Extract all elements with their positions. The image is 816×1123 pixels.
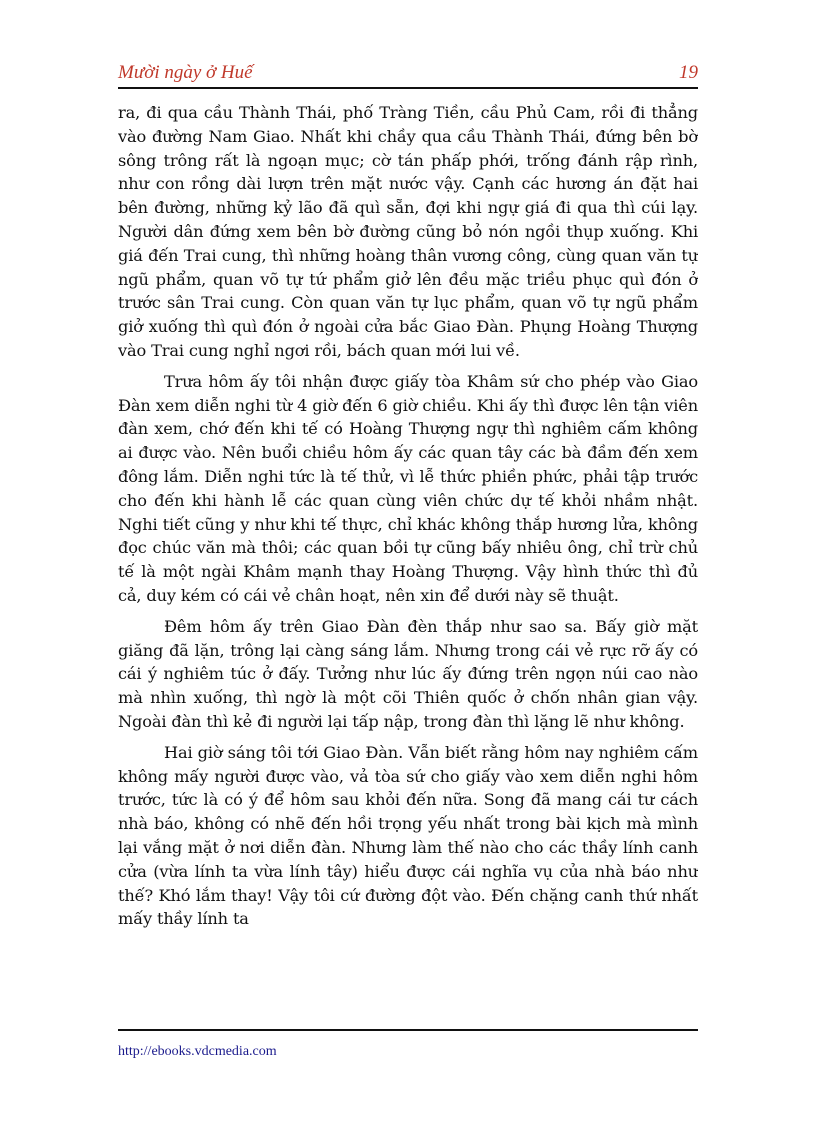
footer-link[interactable]: http://ebooks.vdcmedia.com [118,1044,277,1059]
paragraph-3: Đêm hôm ấy trên Giao Đàn đèn thắp như sao sa. Bấy giờ mặt giăng đã lặn, trông lại càng sáng lắm. Nhưng trong cái vẻ rực rỡ ấy có cái ý nghiêm túc ở đấy. Tưởng như lúc ấy đứng trên ngọn núi cao nào mà nhìn xuống, thì ngờ là một cõi Thiên quốc ở chốn nhân gian vậy. Ngoài đàn thì kẻ đi người lại tấp nập, trong đàn thì lặng lẽ như không. [118,616,698,731]
page-number: 19 [679,62,698,83]
book-title: Mười ngày ở Huế [118,62,253,83]
page-header [118,60,698,86]
page-body [118,101,698,1023]
paragraph-1: ra, đi qua cầu Thành Thái, phố Tràng Tiền, cầu Phủ Cam, rồi đi thẳng vào đường Nam Giao. Nhất khi chầy qua cầu Thành Thái, đứng bên bờ sông trông rất là ngoạn mục; cờ tán phấp phới, trống đánh rập rình, như con rồng dài lượn trên mặt nước vậy. Cạnh các hương án đặt hai bên đường, những kỷ lão đã quì sẵn, đợi khi ngự giá đi qua thì cúi lạy. Người dân đứng xem bên bờ đường cũng bỏ nón ngồi thụp xuống. Khi giá đến Trai cung, thì những hoàng thân vương công, cùng quan văn tự ngũ phẩm, quan võ tự tứ phẩm giở lên đều mặc triều phục quì đón ở trước sân Trai cung. Còn quan văn tự lục phẩm, quan võ tự ngũ phẩm giở xuống thì quì đón ở ngoài cửa bắc Giao Đàn. Phụng Hoàng Thượng vào Trai cung nghỉ ngơi rồi, bách quan mới lui về. [118,103,698,360]
paragraph-2: Trưa hôm ấy tôi nhận được giấy tòa Khâm sứ cho phép vào Giao Đàn xem diễn nghi từ 4 giờ đến 6 giờ chiều. Khi ấy thì được lên tận viên đàn xem, chớ đến khi tế có Hoàng Thượng ngự thì nghiêm cấm không ai được vào. Nên buổi chiều hôm ấy các quan tây các bà đầm đến xem đông lắm. Diễn nghi tức là tế thử, vì lễ thức phiền phức, phải tập trước cho đến khi hành lễ các quan cùng viên chức dự tế khỏi nhầm nhật. Nghi tiết cũng y như khi tế thực, chỉ khác không thắp hương lửa, không đọc chúc văn mà thôi; các quan bồi tự cũng bấy nhiêu ông, chỉ trừ chủ tế là một ngài Khâm mạnh thay Hoàng Thượng. Vậy hình thức thì đủ cả, duy kém có cái vẻ chân hoạt, nên xin để dưới này sẽ thuật. [118,371,698,605]
footer-divider [118,1029,698,1031]
header-divider [118,87,698,89]
paragraph-4: Hai giờ sáng tôi tới Giao Đàn. Vẫn biết rằng hôm nay nghiêm cấm không mấy người được vào, vả tòa sứ cho giấy vào xem diễn nghi hôm trước, tức là có ý để hôm sau khỏi đến nữa. Song đã mang cái tư cách nhà báo, không có nhẽ đến hồi trọng yếu nhất trong bài kịch mà mình lại vắng mặt ở nơi diễn đàn. Nhưng làm thế nào cho các thầy lính canh cửa (vừa lính ta vừa lính tây) hiểu được cái nghĩa vụ của nhà báo như thế? Khó lắm thay! Vậy tôi cứ đường đột vào. Đến chặng canh thứ nhất mấy thầy lính ta [118,742,698,929]
